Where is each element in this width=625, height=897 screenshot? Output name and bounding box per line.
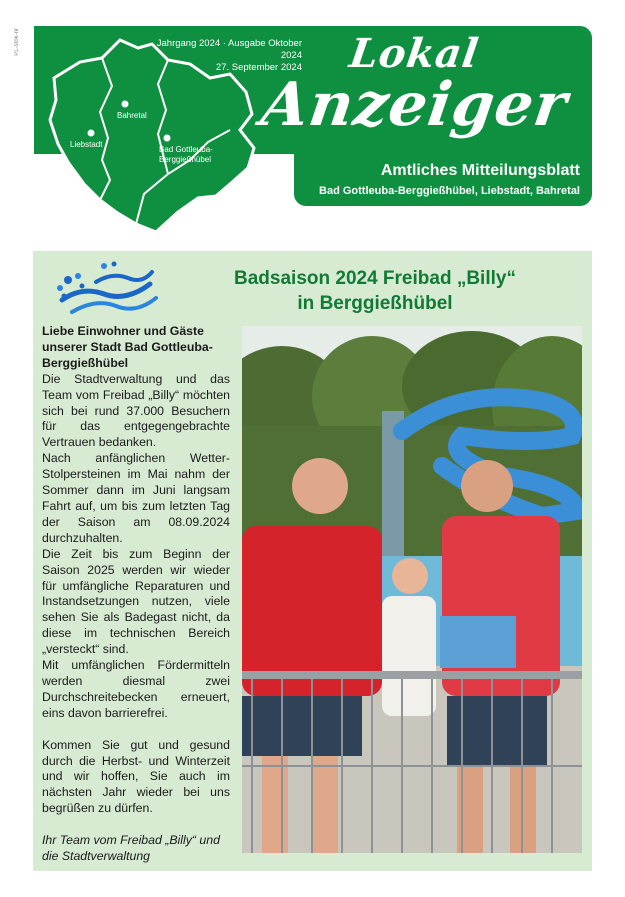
article-headline <box>175 266 575 316</box>
article-paragraph-2: Nach anfänglichen Wetter-Stolpersteinen im Mai nahm der Sommer dann im Juni langsam Fahrt auf, um bis zum letzten Tag der Saison am 08.09.2024 durchzuhalten. <box>42 451 230 545</box>
issue-line-2: 27. September 2024 <box>215 62 302 73</box>
marker-bahretal <box>122 101 129 108</box>
towns-line: Bad Gottleuba-Berggießhübel, Liebstadt, Bahretal <box>319 185 580 197</box>
logo-anzeiger: Anzeiger <box>257 70 572 140</box>
label-bahretal: Bahretal <box>117 111 147 120</box>
issue-info <box>154 38 302 74</box>
article-body <box>42 324 230 865</box>
article-paragraph-1: Die Stadtverwaltung und das Team vom Freibad „Billy“ möchten sich bei rund 37.000 Besuchern für das entgegengebrachte Vertrauen bedanken. <box>42 371 230 450</box>
label-bad-gottleuba: Bad Gottleuba- <box>159 145 213 154</box>
swimming-waves-icon <box>52 258 162 318</box>
marker-liebstadt <box>88 130 95 137</box>
subtitle-band <box>294 154 592 206</box>
article-greeting: Liebe Einwohner und Gäste unserer Stadt Bad Gottleuba-Berggießhübel <box>42 324 213 370</box>
label-berggiesshuebel: Berggießhübel <box>159 155 212 164</box>
article-paragraph-3: Die Zeit bis zum Beginn der Saison 2025 werden wir wieder für umfängliche Reparaturen und Instandsetzungen nutzen, viele sehen Sie als Badegast nicht, da diese im technischen Bereich „versteckt“ sind. <box>42 546 230 657</box>
article-signature: Ihr Team vom Freibad „Billy“ und die Stadtverwaltung <box>42 833 220 864</box>
article-photo <box>242 326 582 853</box>
marker-bad-gottleuba <box>164 135 171 142</box>
issue-line-1: Jahrgang 2024 · Ausgabe Oktober 2024 <box>156 38 302 61</box>
headline-line-1: Badsaison 2024 Freibad „Billy“ <box>234 268 516 289</box>
side-code: PL-stök-nr <box>14 28 20 56</box>
article-paragraph-5: Kommen Sie gut und gesund durch die Herbst- und Winterzeit und wir hoffen, Sie auch im nächsten Jahr wieder bei uns begrüßen zu dürfen. <box>42 737 230 816</box>
logo-lokal: Lokal <box>346 30 482 77</box>
headline-line-2: in Berggießhübel <box>297 293 453 314</box>
label-liebstadt: Liebstadt <box>70 140 103 149</box>
article-paragraph-4: Mit umfänglichen Fördermitteln werden diesmal zwei Durchschreitebecken erneuert, eins davon barrierefrei. <box>42 658 230 720</box>
subtitle: Amtliches Mitteilungsblatt <box>380 162 580 179</box>
